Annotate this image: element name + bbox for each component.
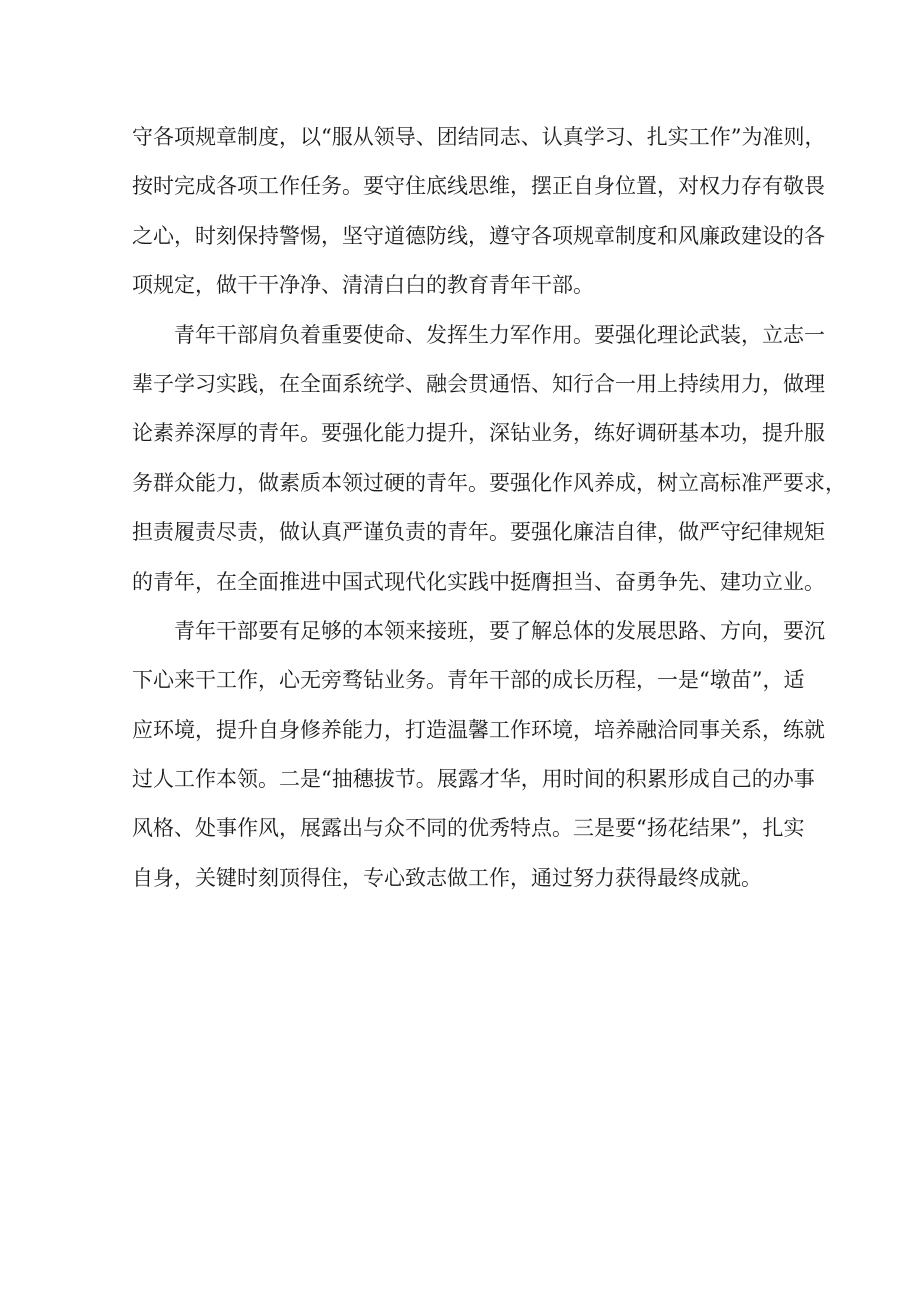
text-line: 守各项规章制度，以“服从领导、团结同志、认真学习、扎实工作”为准则，: [132, 125, 826, 149]
text-line: 按时完成各项工作任务。要守住底线思维，摆正自身位置，对权力存有敬畏: [132, 174, 825, 199]
document-body: [132, 113, 846, 903]
paragraph-1: [132, 113, 826, 311]
text-line: 担责履责尽责，做认真严谨负责的青年。要强化廉洁自律，做严守纪律规矩: [132, 520, 825, 545]
text-line: 过人工作本领。二是“抽穗拔节。展露才华，用时间的积累形成自己的办事: [132, 767, 815, 792]
text-line: 自身，关键时刻顶得住，专心致志做工作，通过努力获得最终成就。: [132, 865, 762, 890]
paragraph-2: [132, 311, 846, 607]
paragraph-3: [132, 607, 825, 903]
text-line: 下心来干工作，心无旁骛钻业务。青年干部的成长历程，一是“墩苗”，适: [132, 668, 805, 693]
text-line: 辈子学习实践，在全面系统学、融会贯通悟、知行合一用上持续用力，做理: [132, 371, 825, 396]
text-line: 应环境，提升自身修养能力，打造温馨工作环境，培养融洽同事关系，练就: [132, 717, 825, 742]
text-line: 青年干部要有足够的本领来接班，要了解总体的发展思路、方向，要沉: [174, 618, 825, 643]
text-line: 之心，时刻保持警惕，坚守道德防线，遵守各项规章制度和风廉政建设的各: [132, 223, 825, 248]
text-line: 论素养深厚的青年。要强化能力提升，深钻业务，练好调研基本功，提升服: [132, 421, 825, 446]
text-line: 的青年，在全面推进中国式现代化实践中挺膺担当、奋勇争先、建功立业。: [132, 569, 825, 594]
text-line: 青年干部肩负着重要使命、发挥生力军作用。要强化理论武装，立志一: [174, 322, 825, 347]
text-line: 项规定，做干干净净、清清白白的教育青年干部。: [132, 273, 594, 298]
text-line: 务群众能力，做素质本领过硬的青年。要强化作风养成，树立高标准严要求，: [132, 470, 846, 495]
text-line: 风格、处事作风，展露出与众不同的优秀特点。三是要“扬花结果”，扎实: [132, 816, 805, 841]
